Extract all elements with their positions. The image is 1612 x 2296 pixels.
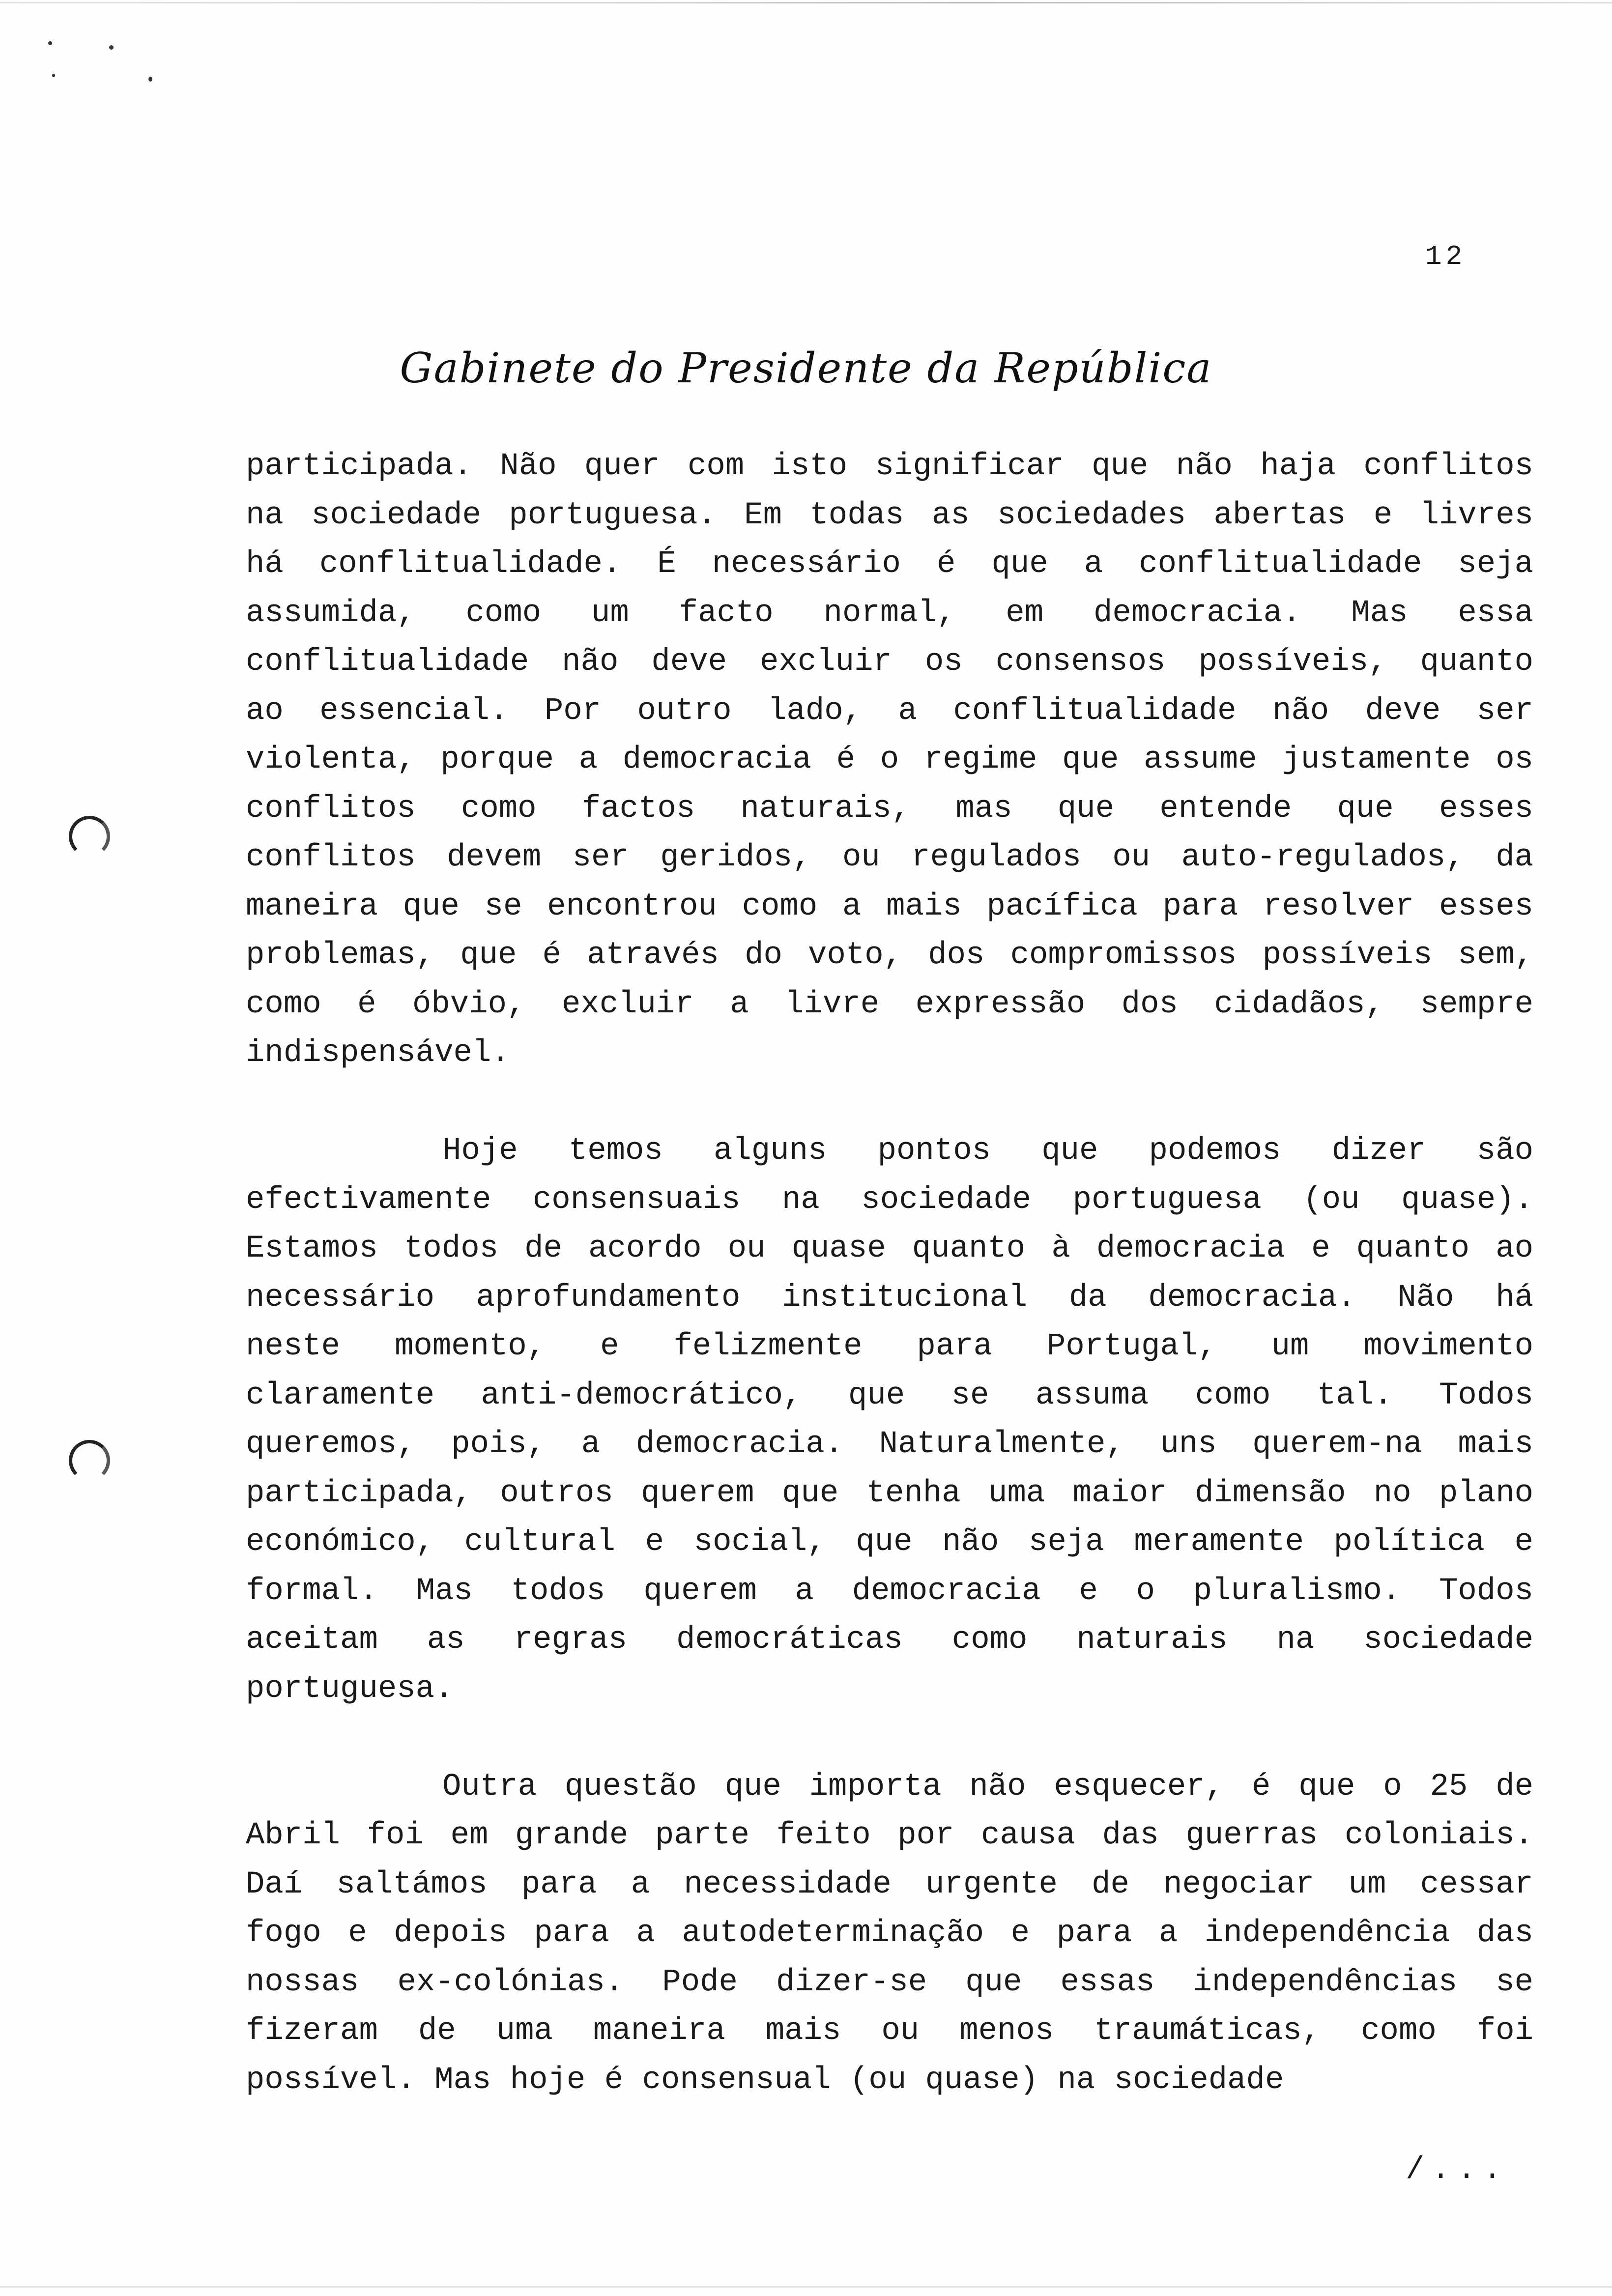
scan-speck (52, 74, 55, 77)
continuation-mark: /... (1406, 2152, 1509, 2188)
text-line: na sociedade portuguesa. Em todas as sociedades abertas e livres (246, 497, 1533, 533)
text-line: possível. Mas hoje é consensual (ou quase) na sociedade (246, 2062, 1284, 2098)
text-line: Daí saltámos para a necessidade urgente de negociar um cessar (246, 1866, 1533, 1902)
page-number: 12 (1425, 241, 1467, 272)
text-line: participada. Não quer com isto significar que não haja conflitos (246, 449, 1533, 484)
text-line: conflitualidade não deve excluir os consensos possíveis, quanto (246, 644, 1533, 680)
text-line: há conflitualidade. É necessário é que a conflitualidade seja (246, 546, 1533, 582)
text-line: participada, outros querem que tenha uma maior dimensão no plano (246, 1475, 1533, 1511)
text-line: fogo e depois para a autodeterminação e para a independência das (246, 1916, 1533, 1951)
punch-hole-mark (69, 1440, 110, 1481)
text-line: conflitos devem ser geridos, ou regulados ou auto-regulados, da (246, 840, 1533, 875)
text-line: maneira que se encontrou como a mais pacífica para resolver esses (246, 889, 1533, 924)
scan-speck (148, 77, 152, 82)
text-line: como é óbvio, excluir a livre expressão dos cidadãos, sempre (246, 986, 1533, 1022)
text-line: portuguesa. (246, 1671, 454, 1707)
scan-speck (109, 45, 114, 50)
paragraph (246, 442, 1533, 1078)
paragraph (246, 1127, 1533, 1714)
text-line: fizeram de uma maneira mais ou menos traumáticas, como foi (246, 2013, 1533, 2049)
punch-hole-mark (69, 816, 110, 857)
text-line: claramente anti-democrático, que se assuma como tal. Todos (246, 1378, 1533, 1413)
text-line: efectivamente consensuais na sociedade portuguesa (ou quase). (246, 1182, 1533, 1218)
body-text (246, 442, 1533, 2105)
paragraph-gap (246, 1078, 1533, 1127)
text-line: necessário aprofundamento institucional da democracia. Não há (246, 1280, 1533, 1316)
text-line: formal. Mas todos querem a democracia e o pluralismo. Todos (246, 1573, 1533, 1609)
text-line: ao essencial. Por outro lado, a conflitualidade não deve ser (246, 693, 1533, 729)
letterhead-title: Gabinete do Presidente da República (400, 344, 1212, 392)
text-line: problemas, que é através do voto, dos compromissos possíveis sem, (246, 938, 1533, 973)
scan-edge-bottom (0, 2286, 1612, 2288)
text-line: neste momento, e felizmente para Portugal, um movimento (246, 1329, 1533, 1364)
text-line: Abril foi em grande parte feito por causa das guerras coloniais. (246, 1818, 1533, 1853)
text-line: Outra questão que importa não esquecer, é que o 25 de (442, 1769, 1533, 1805)
text-line: Estamos todos de acordo ou quase quanto à democracia e quanto ao (246, 1231, 1533, 1266)
text-line: violenta, porque a democracia é o regime que assume justamente os (246, 742, 1533, 777)
text-line: Hoje temos alguns pontos que podemos dizer são (442, 1133, 1533, 1169)
scan-edge-top (0, 2, 1612, 3)
text-line: nossas ex-colónias. Pode dizer-se que essas independências se (246, 1964, 1533, 2000)
text-line: económico, cultural e social, que não seja meramente política e (246, 1524, 1533, 1560)
text-line: assumida, como um facto normal, em democracia. Mas essa (246, 595, 1533, 631)
paragraph-gap (246, 1714, 1533, 1763)
text-line: conflitos como factos naturais, mas que entende que esses (246, 791, 1533, 827)
text-line: queremos, pois, a democracia. Naturalmente, uns querem-na mais (246, 1427, 1533, 1462)
scan-speck (48, 41, 52, 45)
text-line: indispensável. (246, 1035, 510, 1071)
text-line: aceitam as regras democráticas como naturais na sociedade (246, 1622, 1533, 1658)
paragraph (246, 1763, 1533, 2105)
